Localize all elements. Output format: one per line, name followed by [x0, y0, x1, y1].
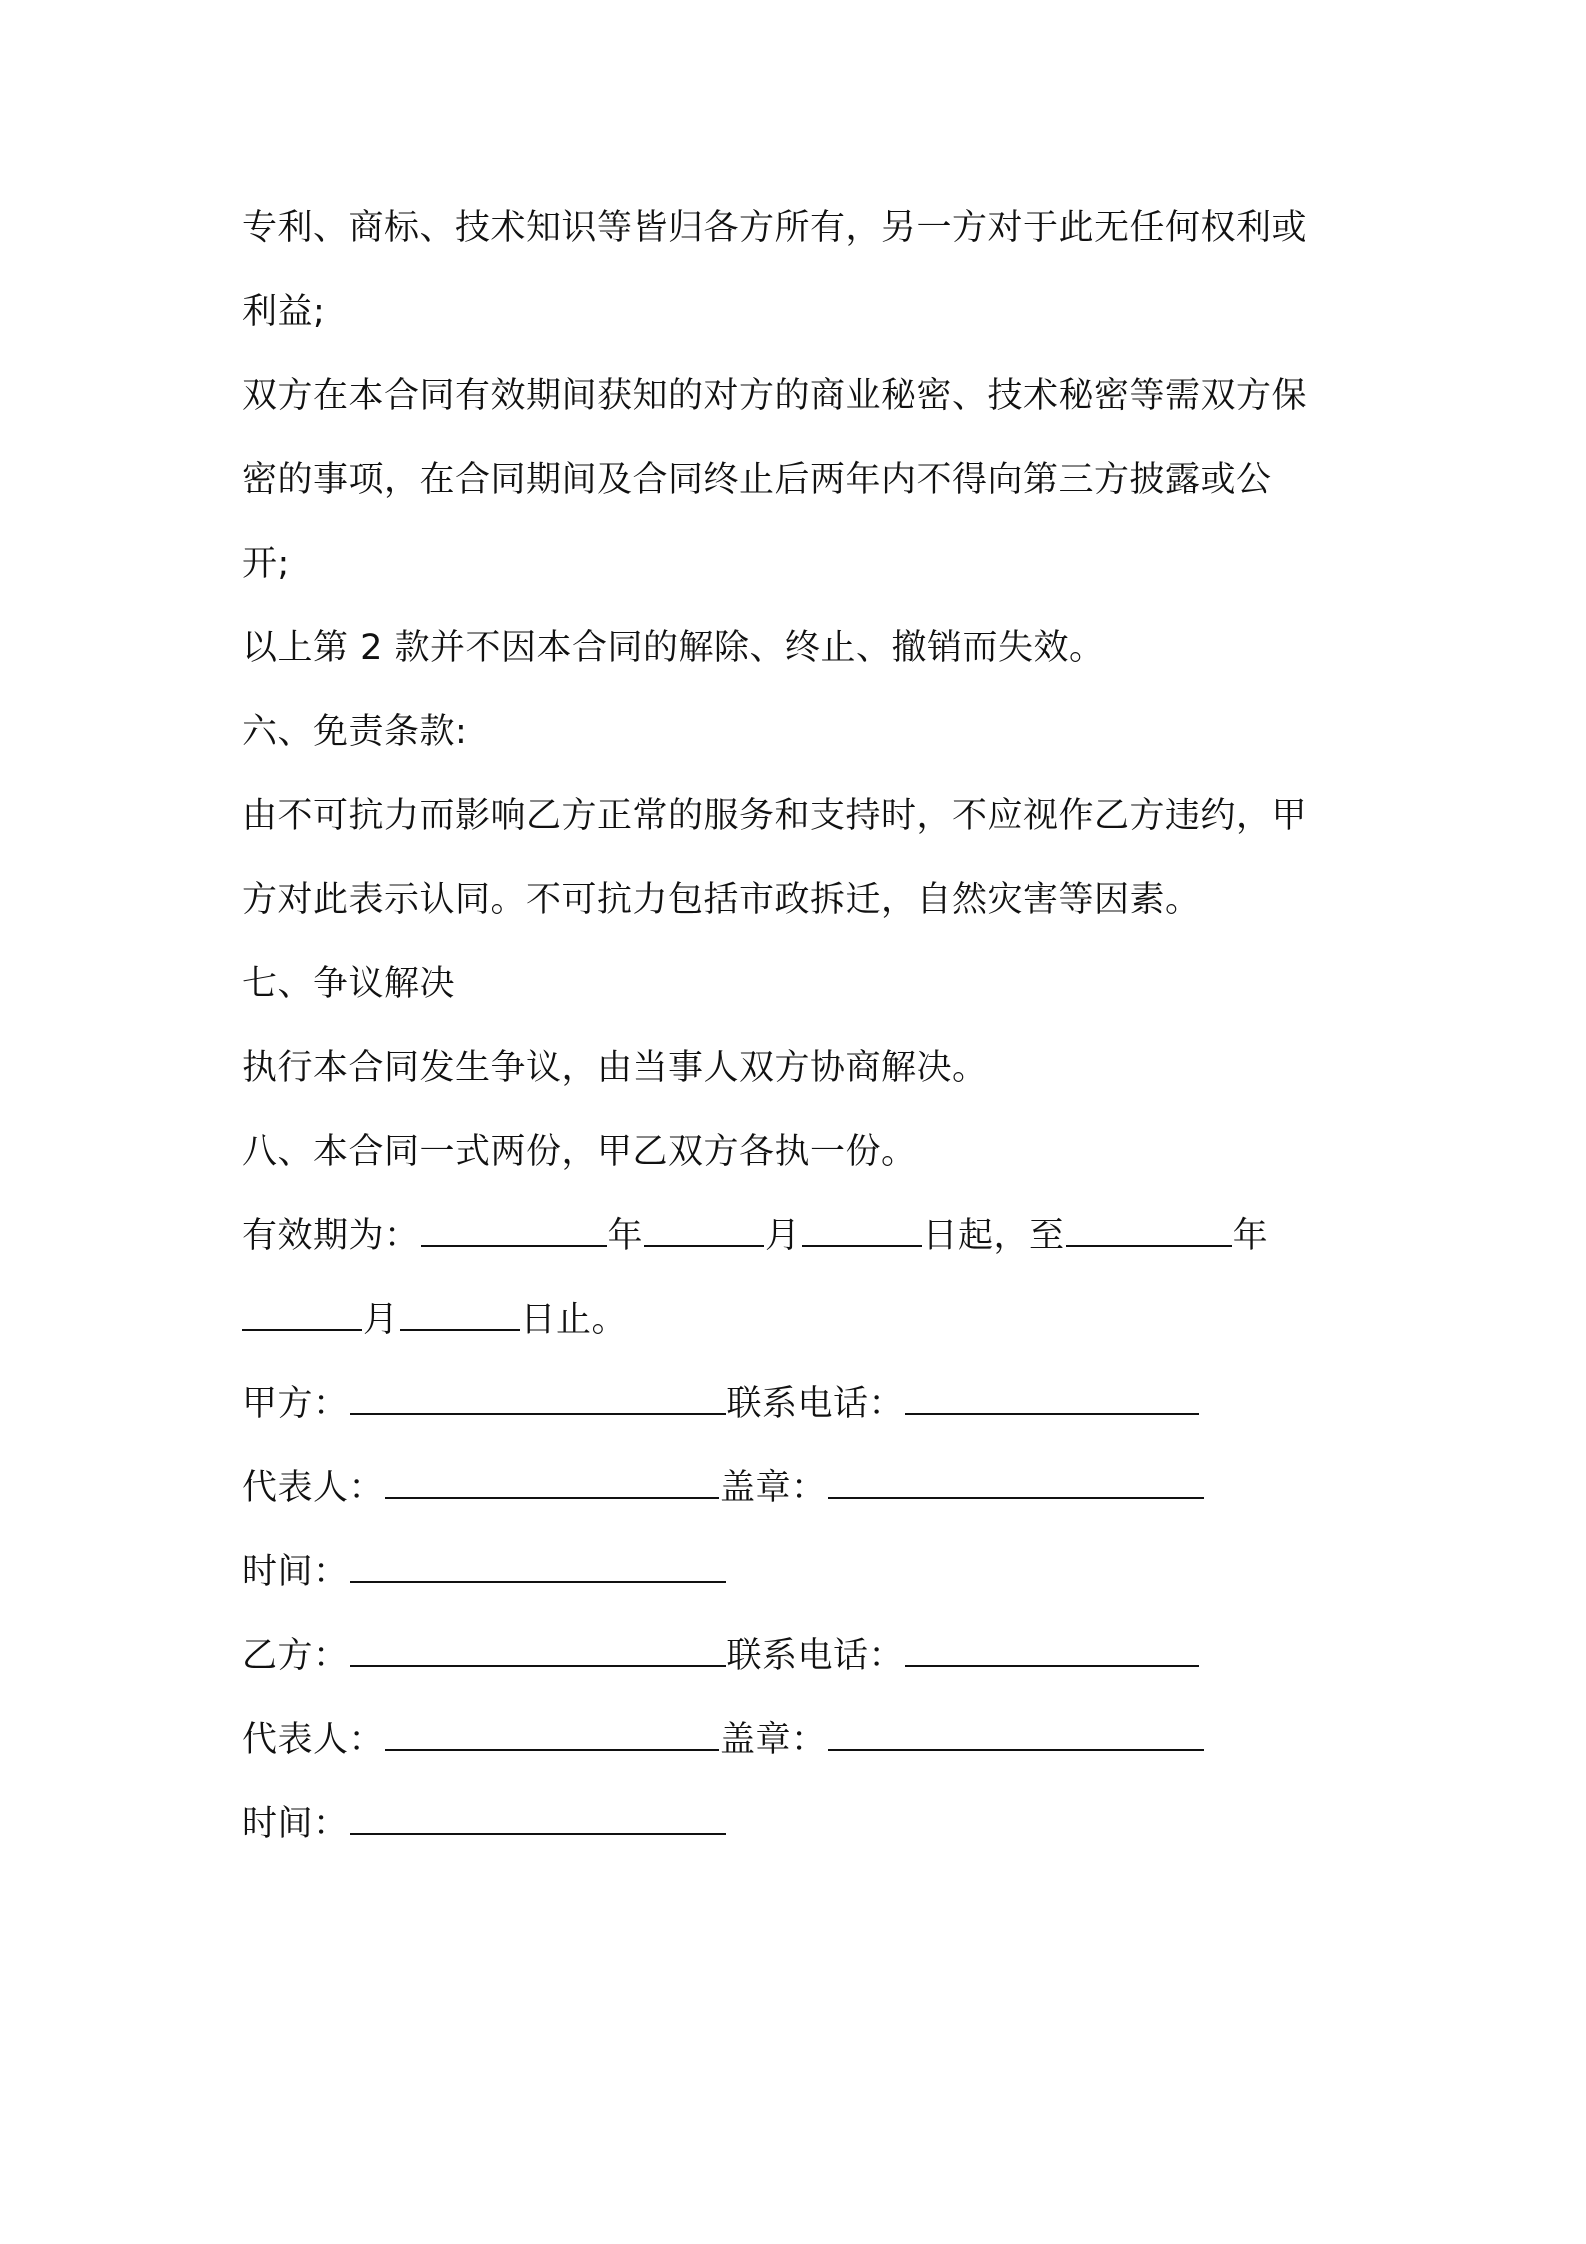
party-a-rep-label: 代表人：: [242, 1468, 385, 1508]
party-a-time-line: [242, 1550, 1362, 1594]
validity-end-month-blank[interactable]: [242, 1299, 362, 1331]
party-b-rep-label: 代表人：: [242, 1720, 385, 1760]
validity-end-year-blank[interactable]: [1066, 1215, 1232, 1247]
clause-6-line-2: 方对此表示认同。不可抗力包括市政拆迁，自然灾害等因素。: [242, 880, 1201, 920]
validity-day-from-label: 日起，至: [922, 1216, 1065, 1256]
party-b-rep-line: [242, 1718, 1362, 1762]
party-b-rep-blank[interactable]: [385, 1719, 719, 1751]
party-b-name-blank[interactable]: [350, 1635, 726, 1667]
clause-7-line-1: 执行本合同发生争议，由当事人双方协商解决。: [242, 1048, 988, 1088]
party-b-line: [242, 1634, 1362, 1678]
clause-5-line-6: 以上第 2 款并不因本合同的解除、终止、撤销而失效。: [242, 628, 1105, 668]
clause-6-heading: 六、免责条款:: [242, 712, 468, 752]
clause-8-heading: 八、本合同一式两份，甲乙双方各执一份。: [242, 1132, 917, 1172]
party-a-seal-label: 盖章：: [720, 1468, 827, 1508]
validity-day-blank[interactable]: [802, 1215, 922, 1247]
party-a-time-blank[interactable]: [350, 1551, 726, 1583]
party-a-phone-label: 联系电话：: [726, 1384, 905, 1424]
validity-year-label: 年: [607, 1216, 644, 1256]
party-b-time-line: [242, 1802, 1362, 1846]
party-a-label: 甲方：: [242, 1384, 349, 1424]
party-b-seal-label: 盖章：: [720, 1720, 827, 1760]
validity-end-month-label: 月: [363, 1300, 399, 1340]
validity-end-day-blank[interactable]: [400, 1299, 520, 1331]
validity-year-blank[interactable]: [421, 1215, 607, 1247]
validity-end-year-label: 年: [1232, 1216, 1269, 1256]
clause-5-line-3: 双方在本合同有效期间获知的对方的商业秘密、技术秘密等需双方保: [242, 376, 1308, 416]
party-b-phone-label: 联系电话：: [726, 1636, 905, 1676]
party-a-phone-blank[interactable]: [905, 1383, 1199, 1415]
clause-6-line-1: 由不可抗力而影响乙方正常的服务和支持时，不应视作乙方违约，甲: [242, 796, 1308, 836]
party-b-time-label: 时间：: [242, 1804, 349, 1844]
party-a-rep-line: [242, 1466, 1362, 1510]
party-a-time-label: 时间：: [242, 1552, 349, 1592]
party-a-rep-blank[interactable]: [385, 1467, 719, 1499]
clause-5-line-4: 密的事项，在合同期间及合同终止后两年内不得向第三方披露或公: [242, 460, 1272, 500]
validity-label: 有效期为：: [242, 1216, 420, 1256]
validity-day-until-label: 日止。: [520, 1300, 628, 1340]
clause-7-heading: 七、争议解决: [242, 964, 456, 1004]
validity-line-1: [242, 1214, 1362, 1258]
party-b-phone-blank[interactable]: [905, 1635, 1199, 1667]
party-a-line: [242, 1382, 1362, 1426]
clause-5-line-5: 开;: [242, 544, 290, 584]
clause-5-line-2: 利益;: [242, 292, 326, 332]
party-b-seal-blank[interactable]: [828, 1719, 1204, 1751]
clause-5-line-1: 专利、商标、技术知识等皆归各方所有，另一方对于此无任何权利或: [242, 208, 1308, 248]
validity-month-label: 月: [765, 1216, 801, 1256]
party-b-label: 乙方：: [242, 1636, 349, 1676]
party-a-seal-blank[interactable]: [828, 1467, 1204, 1499]
party-a-name-blank[interactable]: [350, 1383, 726, 1415]
party-b-time-blank[interactable]: [350, 1803, 726, 1835]
validity-line-2: [242, 1298, 1362, 1342]
validity-month-blank[interactable]: [644, 1215, 764, 1247]
